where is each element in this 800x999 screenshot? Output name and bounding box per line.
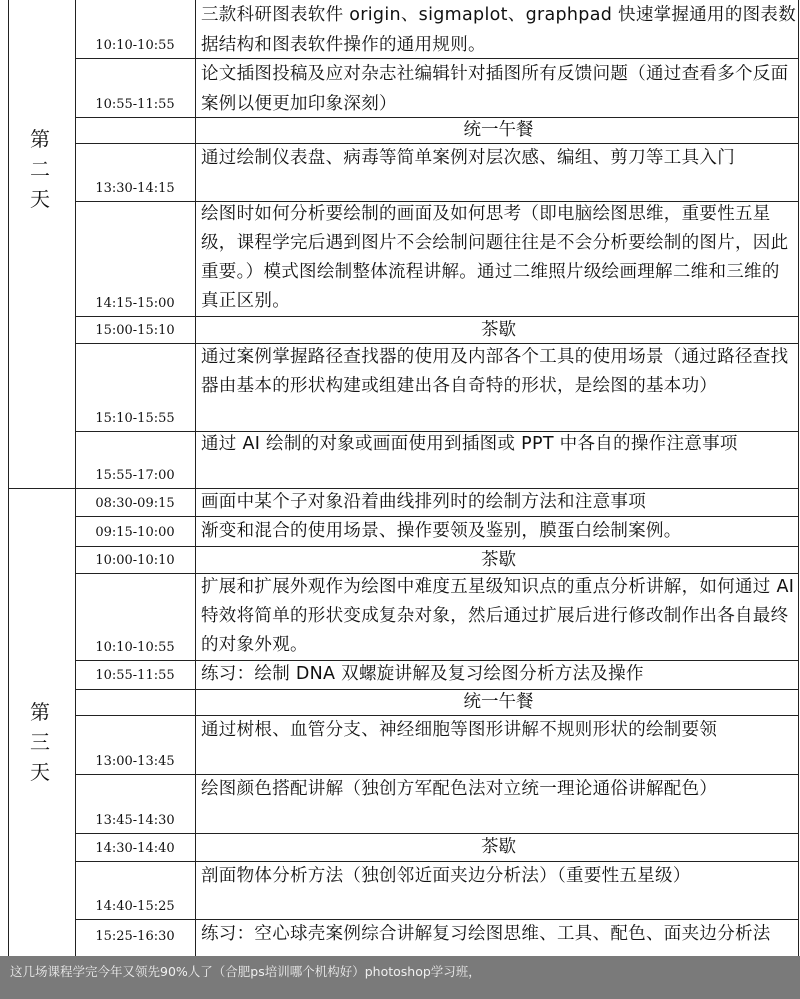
time-cell: 13:45-14:30 (95, 813, 175, 828)
time-cell: 10:55-11:55 (95, 97, 175, 112)
tea-break: 茶歇 (481, 550, 516, 570)
session-content: 通过 AI 绘制的对象或画面使用到插图或 PPT 中各自的操作注意事项 (201, 434, 738, 454)
time-cell: 10:10-10:55 (95, 640, 175, 655)
time-cell: 13:30-14:15 (95, 181, 175, 196)
time-cell: 14:40-15:25 (95, 899, 175, 914)
tea-break: 茶歇 (481, 320, 516, 340)
session-content: 渐变和混合的使用场景、操作要领及鉴别，膜蛋白绘制案例。 (201, 521, 682, 541)
session-content: 通过绘制仪表盘、病毒等简单案例对层次感、编组、剪刀等工具入门 (201, 148, 735, 168)
time-cell: 15:55-17:00 (95, 468, 175, 483)
session-content: 剖面物体分析方法（独创邻近面夹边分析法）（重要性五星级） (201, 866, 691, 886)
session-content: 扩展和扩展外观作为绘图中难度五星级知识点的重点分析讲解，如何通过 AI 特效将简单的形状变成复杂对象，然后通过扩展后进行修改制作出各自最终的对象外观。 (201, 577, 795, 655)
session-content: 练习：绘制 DNA 双螺旋讲解及复习绘图分析方法及操作 (201, 664, 644, 684)
day-label-char: 第 (30, 127, 50, 151)
time-cell: 15:25-16:30 (95, 929, 175, 944)
lunch-break: 统一午餐 (463, 120, 534, 140)
time-cell: 15:10-15:55 (95, 411, 175, 426)
time-cell: 10:00-10:10 (95, 553, 175, 568)
row-divider (75, 689, 799, 690)
session-content: 通过案例掌握路径查找器的使用及内部各个工具的使用场景（通过路径查找器由基本的形状构建或组建出各自奇特的形状，是绘图的基本功） (201, 347, 789, 396)
row-divider (75, 833, 799, 834)
day-label-day3 (20, 697, 60, 787)
session-content: 三款科研图表软件 origin、sigmaplot、graphpad 快速掌握通用的图表数据结构和图表软件操作的通用规则。 (201, 5, 797, 55)
row-divider (75, 316, 799, 317)
row-divider (75, 546, 799, 547)
day-label-char: 天 (30, 760, 50, 784)
session-content: 画面中某个子对象沿着曲线排列时的绘制方法和注意事项 (201, 492, 646, 512)
session-content: 论文插图投稿及应对杂志社编辑针对插图所有反馈问题（通过查看多个反面案例以便更加印象深刻） (201, 64, 789, 114)
lunch-break: 统一午餐 (463, 692, 534, 712)
caption-overlay (0, 956, 800, 999)
day-label-char: 三 (30, 730, 50, 754)
time-cell: 14:30-14:40 (95, 841, 175, 856)
session-content: 通过树根、血管分支、神经细胞等图形讲解不规则形状的绘制要领 (201, 720, 718, 740)
day-label-char: 天 (30, 187, 50, 211)
time-cell: 15:00-15:10 (95, 323, 175, 338)
caption-text: 这几场课程学完今年又领先90%人了（合肥ps培训哪个机构好）photoshop学习班， (10, 964, 481, 979)
time-cell: 14:15-15:00 (95, 296, 175, 311)
session-content: 绘图颜色搭配讲解（独创方军配色法对立统一理论通俗讲解配色） (201, 779, 718, 799)
time-cell: 10:55-11:55 (95, 668, 175, 683)
day-label-char: 第 (30, 700, 50, 724)
session-content: 练习：空心球壳案例综合讲解复习绘图思维、工具、配色、面夹边分析法 (201, 924, 771, 944)
table-border-left (8, 0, 9, 956)
time-cell: 13:00-13:45 (95, 754, 175, 769)
time-cell: 08:30-09:15 (95, 496, 175, 511)
day-label-day2 (20, 124, 60, 214)
day-label-char: 二 (30, 157, 50, 181)
time-cell: 09:15-10:00 (95, 525, 175, 540)
tea-break: 茶歇 (481, 837, 516, 857)
session-content: 绘图时如何分析要绘制的画面及如何思考（即电脑绘图思维，重要性五星级，课程学完后遇到图片不会绘制问题往往是不会分析要绘制的图片，因此重要。）模式图绘制整体流程讲解。通过二维照片级绘画理解二维和三维的真正区别。 (201, 204, 789, 311)
time-cell: 10:10-10:55 (95, 38, 175, 53)
